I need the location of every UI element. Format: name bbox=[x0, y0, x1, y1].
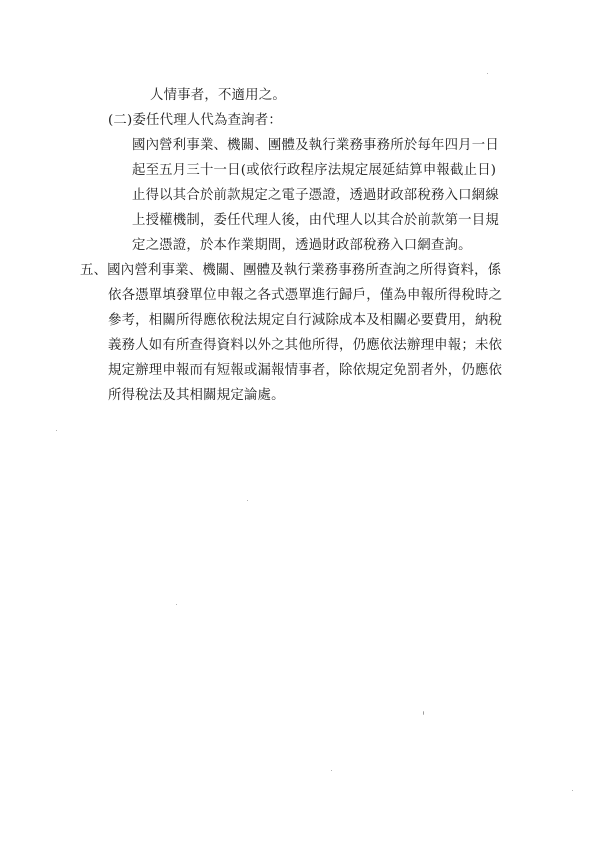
scan-speck bbox=[572, 790, 573, 791]
scan-speck bbox=[423, 711, 424, 715]
scan-speck bbox=[56, 430, 57, 431]
text-line: 上授權機制，委任代理人後，由代理人以其合於前款第一目規 bbox=[132, 213, 499, 228]
text-line: 國內營利事業、機關、團體及執行業務事務所於每年四月一日 bbox=[132, 138, 499, 153]
text-line: 參考，相關所得應依稅法規定自行減除成本及相關必要費用，納稅 bbox=[108, 313, 503, 328]
text-line: 依各憑單填發單位申報之各式憑單進行歸戶，僅為申報所得稅時之 bbox=[108, 288, 503, 303]
subsection-heading-2: (二)委任代理人代為查詢者： bbox=[108, 113, 282, 128]
scan-speck bbox=[331, 770, 332, 771]
text-line: 規定辦理申報而有短報或漏報情事者，除依規定免罰者外，仍應依 bbox=[108, 363, 503, 378]
scan-speck bbox=[176, 604, 177, 605]
text-line: 止得以其合於前款規定之電子憑證，透過財政部稅務入口網線 bbox=[132, 188, 499, 203]
text-line: 定之憑證，於本作業期間，透過財政部稅務入口網查詢。 bbox=[132, 238, 472, 253]
text-line: 起至五月三十一日(或依行政程序法規定展延結算申報截止日) bbox=[132, 163, 497, 178]
text-line: 所得稅法及其相關規定論處。 bbox=[108, 388, 285, 403]
section-5-heading-line: 五、國內營利事業、機關、團體及執行業務事務所查詢之所得資料，係 bbox=[80, 263, 502, 278]
text-line-continuation: 人情事者，不適用之。 bbox=[150, 88, 286, 103]
text-line: 義務人如有所查得資料以外之其他所得，仍應依法辦理申報；未依 bbox=[108, 338, 503, 353]
scan-speck bbox=[247, 500, 248, 501]
scan-speck bbox=[487, 73, 488, 74]
